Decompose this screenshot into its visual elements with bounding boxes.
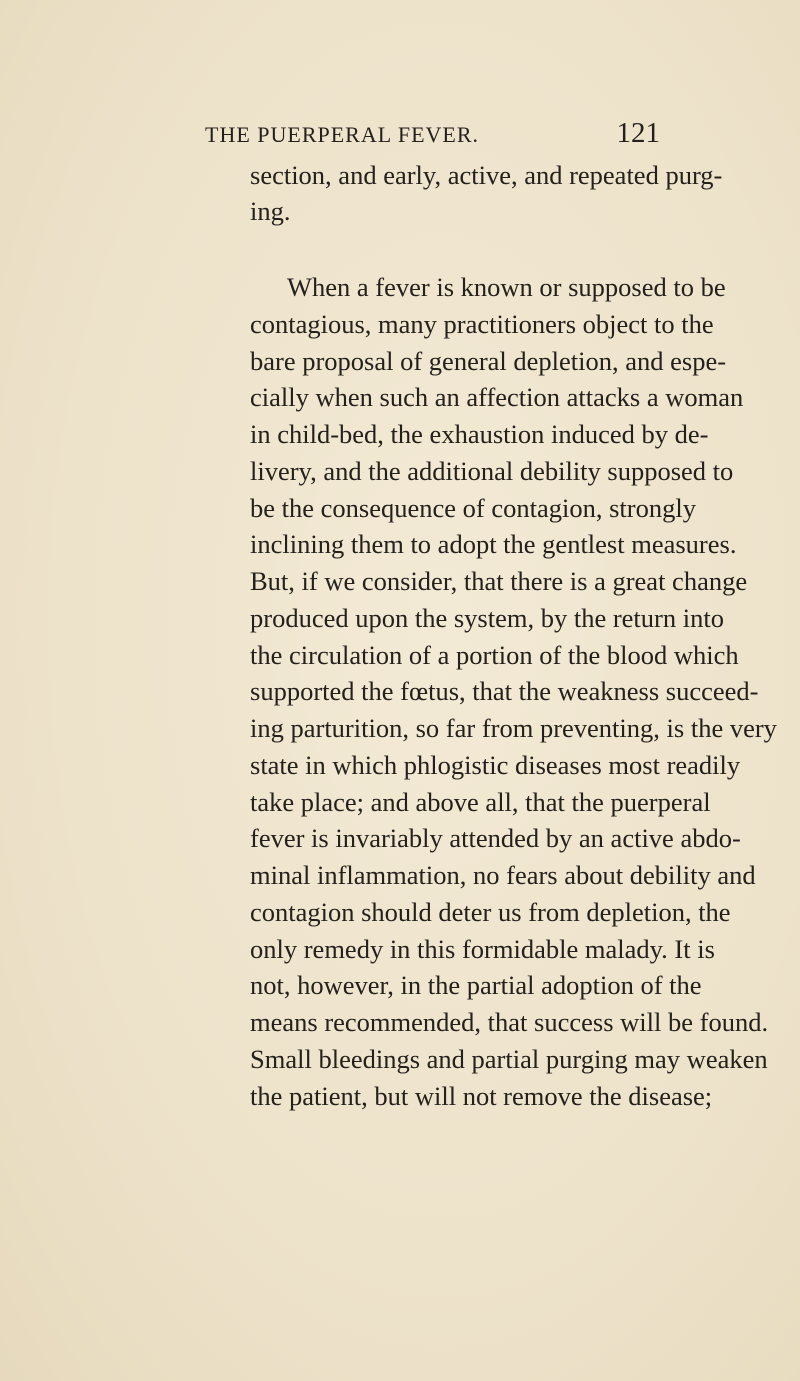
text-line: fever is invariably attended by an active abdo- (250, 823, 741, 853)
text-line: supported the fœtus, that the weakness succeed- (250, 676, 759, 706)
text-line: inclining them to adopt the gentlest measures. (250, 529, 737, 559)
text-line: be the consequence of contagion, strongly (250, 493, 696, 523)
running-head (205, 117, 660, 162)
running-title: THE PUERPERAL FEVER. (205, 122, 480, 147)
text-line: ing. (250, 196, 291, 226)
paragraph-first-line: When a fever is known or supposed to be (287, 272, 726, 302)
text-line: livery, and the additional debility supposed to (250, 456, 734, 486)
text-line: section, and early, active, and repeated purg- (250, 160, 723, 190)
text-line: Small bleedings and partial purging may weaken (250, 1044, 768, 1074)
text-line: ing parturition, so far from preventing, is the very (250, 713, 777, 743)
text-line: But, if we consider, that there is a great change (250, 566, 748, 596)
text-line: the circulation of a portion of the blood which (250, 640, 739, 670)
text-line: contagion should deter us from depletion, the (250, 897, 731, 927)
text-line: not, however, in the partial adoption of the (250, 970, 702, 1000)
text-line: cially when such an affection attacks a woman (250, 382, 744, 412)
text-line: only remedy in this formidable malady. It is (250, 934, 715, 964)
text-line: in child-bed, the exhaustion induced by de- (250, 419, 709, 449)
text-line: means recommended, that success will be found. (250, 1007, 769, 1037)
text-line: take place; and above all, that the puerperal (250, 787, 711, 817)
text-line: the patient, but will not remove the disease; (250, 1081, 713, 1111)
text-line: minal inflammation, no fears about debility and (250, 860, 756, 890)
text-line: state in which phlogistic diseases most readily (250, 750, 741, 780)
page-number: 121 (616, 117, 660, 149)
text-line: contagious, many practitioners object to the (250, 309, 714, 339)
text-line: produced upon the system, by the return into (250, 603, 724, 633)
text-line: bare proposal of general depletion, and espe- (250, 346, 727, 376)
